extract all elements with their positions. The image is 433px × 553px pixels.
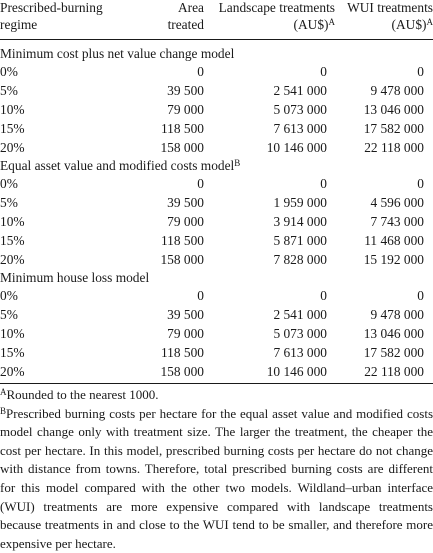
footnote-b-text: Prescribed burning costs per hectare for the equal asset value and modified costs model change only with treatment size. The larger the treatment, the cheaper the cost per hectare. In this model, prescribed burning costs per hectare do not change with distance from towns. Therefore, total prescribed burning costs are different for this model compared with the other two models. Wildland–urban interface (WUI) treatments are more expensive compared with landscape treatments because treatments in and close to the WUI tend to be smaller, and therefore more expensive per hectare.: [0, 406, 433, 551]
cell-wui: 7 743 000: [320, 212, 424, 231]
table-row: [0, 362, 433, 381]
cell-wui: 11 468 000: [320, 231, 424, 250]
cell-wui: 9 478 000: [320, 305, 424, 324]
cell-area: 39 500: [140, 81, 204, 100]
header-area-line2: treated: [140, 17, 204, 34]
table-row: [0, 138, 433, 157]
header-wui-sup: A: [427, 17, 433, 27]
cell-wui: 17 582 000: [320, 119, 424, 138]
section-title: [0, 156, 240, 175]
cell-wui: 22 118 000: [320, 362, 424, 381]
table-row: [0, 324, 433, 343]
cell-regime: 15%: [0, 343, 25, 362]
cell-landscape: 10 146 000: [205, 138, 327, 157]
section-title: [0, 44, 234, 63]
cell-regime: 10%: [0, 100, 25, 119]
cell-regime: 5%: [0, 193, 18, 212]
cell-regime: 0%: [0, 62, 18, 81]
table-row: [0, 174, 433, 193]
cell-regime: 10%: [0, 324, 25, 343]
cell-landscape: 2 541 000: [205, 81, 327, 100]
header-regime: [0, 0, 103, 33]
table-row: [0, 81, 433, 100]
cell-wui: 0: [320, 62, 424, 81]
cell-regime: 20%: [0, 138, 25, 157]
header-area: [140, 0, 204, 33]
header-wui-unit: (AU$): [392, 17, 427, 32]
cell-landscape: 10 146 000: [205, 362, 327, 381]
cell-regime: 15%: [0, 119, 25, 138]
cell-wui: 22 118 000: [320, 138, 424, 157]
footnote-a: [0, 386, 433, 405]
cell-wui: 9 478 000: [320, 81, 424, 100]
section-title-text: Minimum cost plus net value change model: [0, 46, 234, 61]
cell-wui: 17 582 000: [320, 343, 424, 362]
section-title-text: Equal asset value and modified costs model: [0, 158, 234, 173]
table-row: [0, 343, 433, 362]
table-row: [0, 231, 433, 250]
cell-wui: 4 596 000: [320, 193, 424, 212]
header-regime-line1: Prescribed-burning: [0, 0, 103, 17]
cell-regime: 0%: [0, 174, 18, 193]
cell-area: 79 000: [140, 212, 204, 231]
footnote-a-text: Rounded to the nearest 1000.: [7, 387, 159, 402]
cell-area: 158 000: [140, 362, 204, 381]
table-row: [0, 286, 433, 305]
cell-landscape: 5 871 000: [205, 231, 327, 250]
cell-landscape: 0: [205, 286, 327, 305]
section-title-text: Minimum house loss model: [0, 270, 149, 285]
section-title: [0, 268, 149, 287]
cell-area: 158 000: [140, 250, 204, 269]
cell-landscape: 0: [205, 62, 327, 81]
cell-area: 79 000: [140, 324, 204, 343]
cell-area: 79 000: [140, 100, 204, 119]
cell-regime: 5%: [0, 81, 18, 100]
header-regime-line2: regime: [0, 17, 103, 34]
footnote-a-marker: A: [0, 387, 7, 397]
bottom-rule: [0, 383, 433, 384]
cell-area: 118 500: [140, 119, 204, 138]
header-wui: [320, 0, 433, 33]
cell-area: 118 500: [140, 343, 204, 362]
footnote-b: [0, 405, 433, 553]
footnote-b-marker: B: [0, 406, 6, 416]
cell-landscape: 1 959 000: [205, 193, 327, 212]
cell-wui: 0: [320, 286, 424, 305]
header-landscape: [205, 0, 335, 33]
cell-wui: 15 192 000: [320, 250, 424, 269]
table-row: [0, 119, 433, 138]
header-area-line1: Area: [140, 0, 204, 17]
header-landscape-sup: A: [329, 17, 336, 27]
cell-landscape: 2 541 000: [205, 305, 327, 324]
cell-landscape: 7 828 000: [205, 250, 327, 269]
cell-area: 158 000: [140, 138, 204, 157]
cell-landscape: 5 073 000: [205, 324, 327, 343]
cell-landscape: 3 914 000: [205, 212, 327, 231]
cell-regime: 15%: [0, 231, 25, 250]
cell-area: 118 500: [140, 231, 204, 250]
cell-landscape: 7 613 000: [205, 119, 327, 138]
cell-area: 39 500: [140, 305, 204, 324]
header-landscape-line2: [205, 17, 335, 34]
table-row: [0, 100, 433, 119]
cell-regime: 5%: [0, 305, 18, 324]
table-row: [0, 212, 433, 231]
cell-landscape: 0: [205, 174, 327, 193]
cell-wui: 0: [320, 174, 424, 193]
cell-area: 39 500: [140, 193, 204, 212]
cell-regime: 20%: [0, 250, 25, 269]
section-title-sup: B: [234, 158, 240, 168]
cell-regime: 10%: [0, 212, 25, 231]
header-landscape-unit: (AU$): [294, 17, 329, 32]
table-row: [0, 250, 433, 269]
cell-area: 0: [140, 62, 204, 81]
cell-regime: 20%: [0, 362, 25, 381]
cell-wui: 13 046 000: [320, 324, 424, 343]
table-row: [0, 305, 433, 324]
footnotes: [0, 386, 433, 553]
header-wui-line1: WUI treatments: [320, 0, 433, 17]
cell-area: 0: [140, 174, 204, 193]
cell-regime: 0%: [0, 286, 18, 305]
table-row: [0, 193, 433, 212]
cell-wui: 13 046 000: [320, 100, 424, 119]
header-rule: [0, 39, 433, 40]
cell-landscape: 5 073 000: [205, 100, 327, 119]
header-landscape-line1: Landscape treatments: [205, 0, 335, 17]
header-wui-line2: [320, 17, 433, 34]
cell-area: 0: [140, 286, 204, 305]
table-row: [0, 62, 433, 81]
cell-landscape: 7 613 000: [205, 343, 327, 362]
